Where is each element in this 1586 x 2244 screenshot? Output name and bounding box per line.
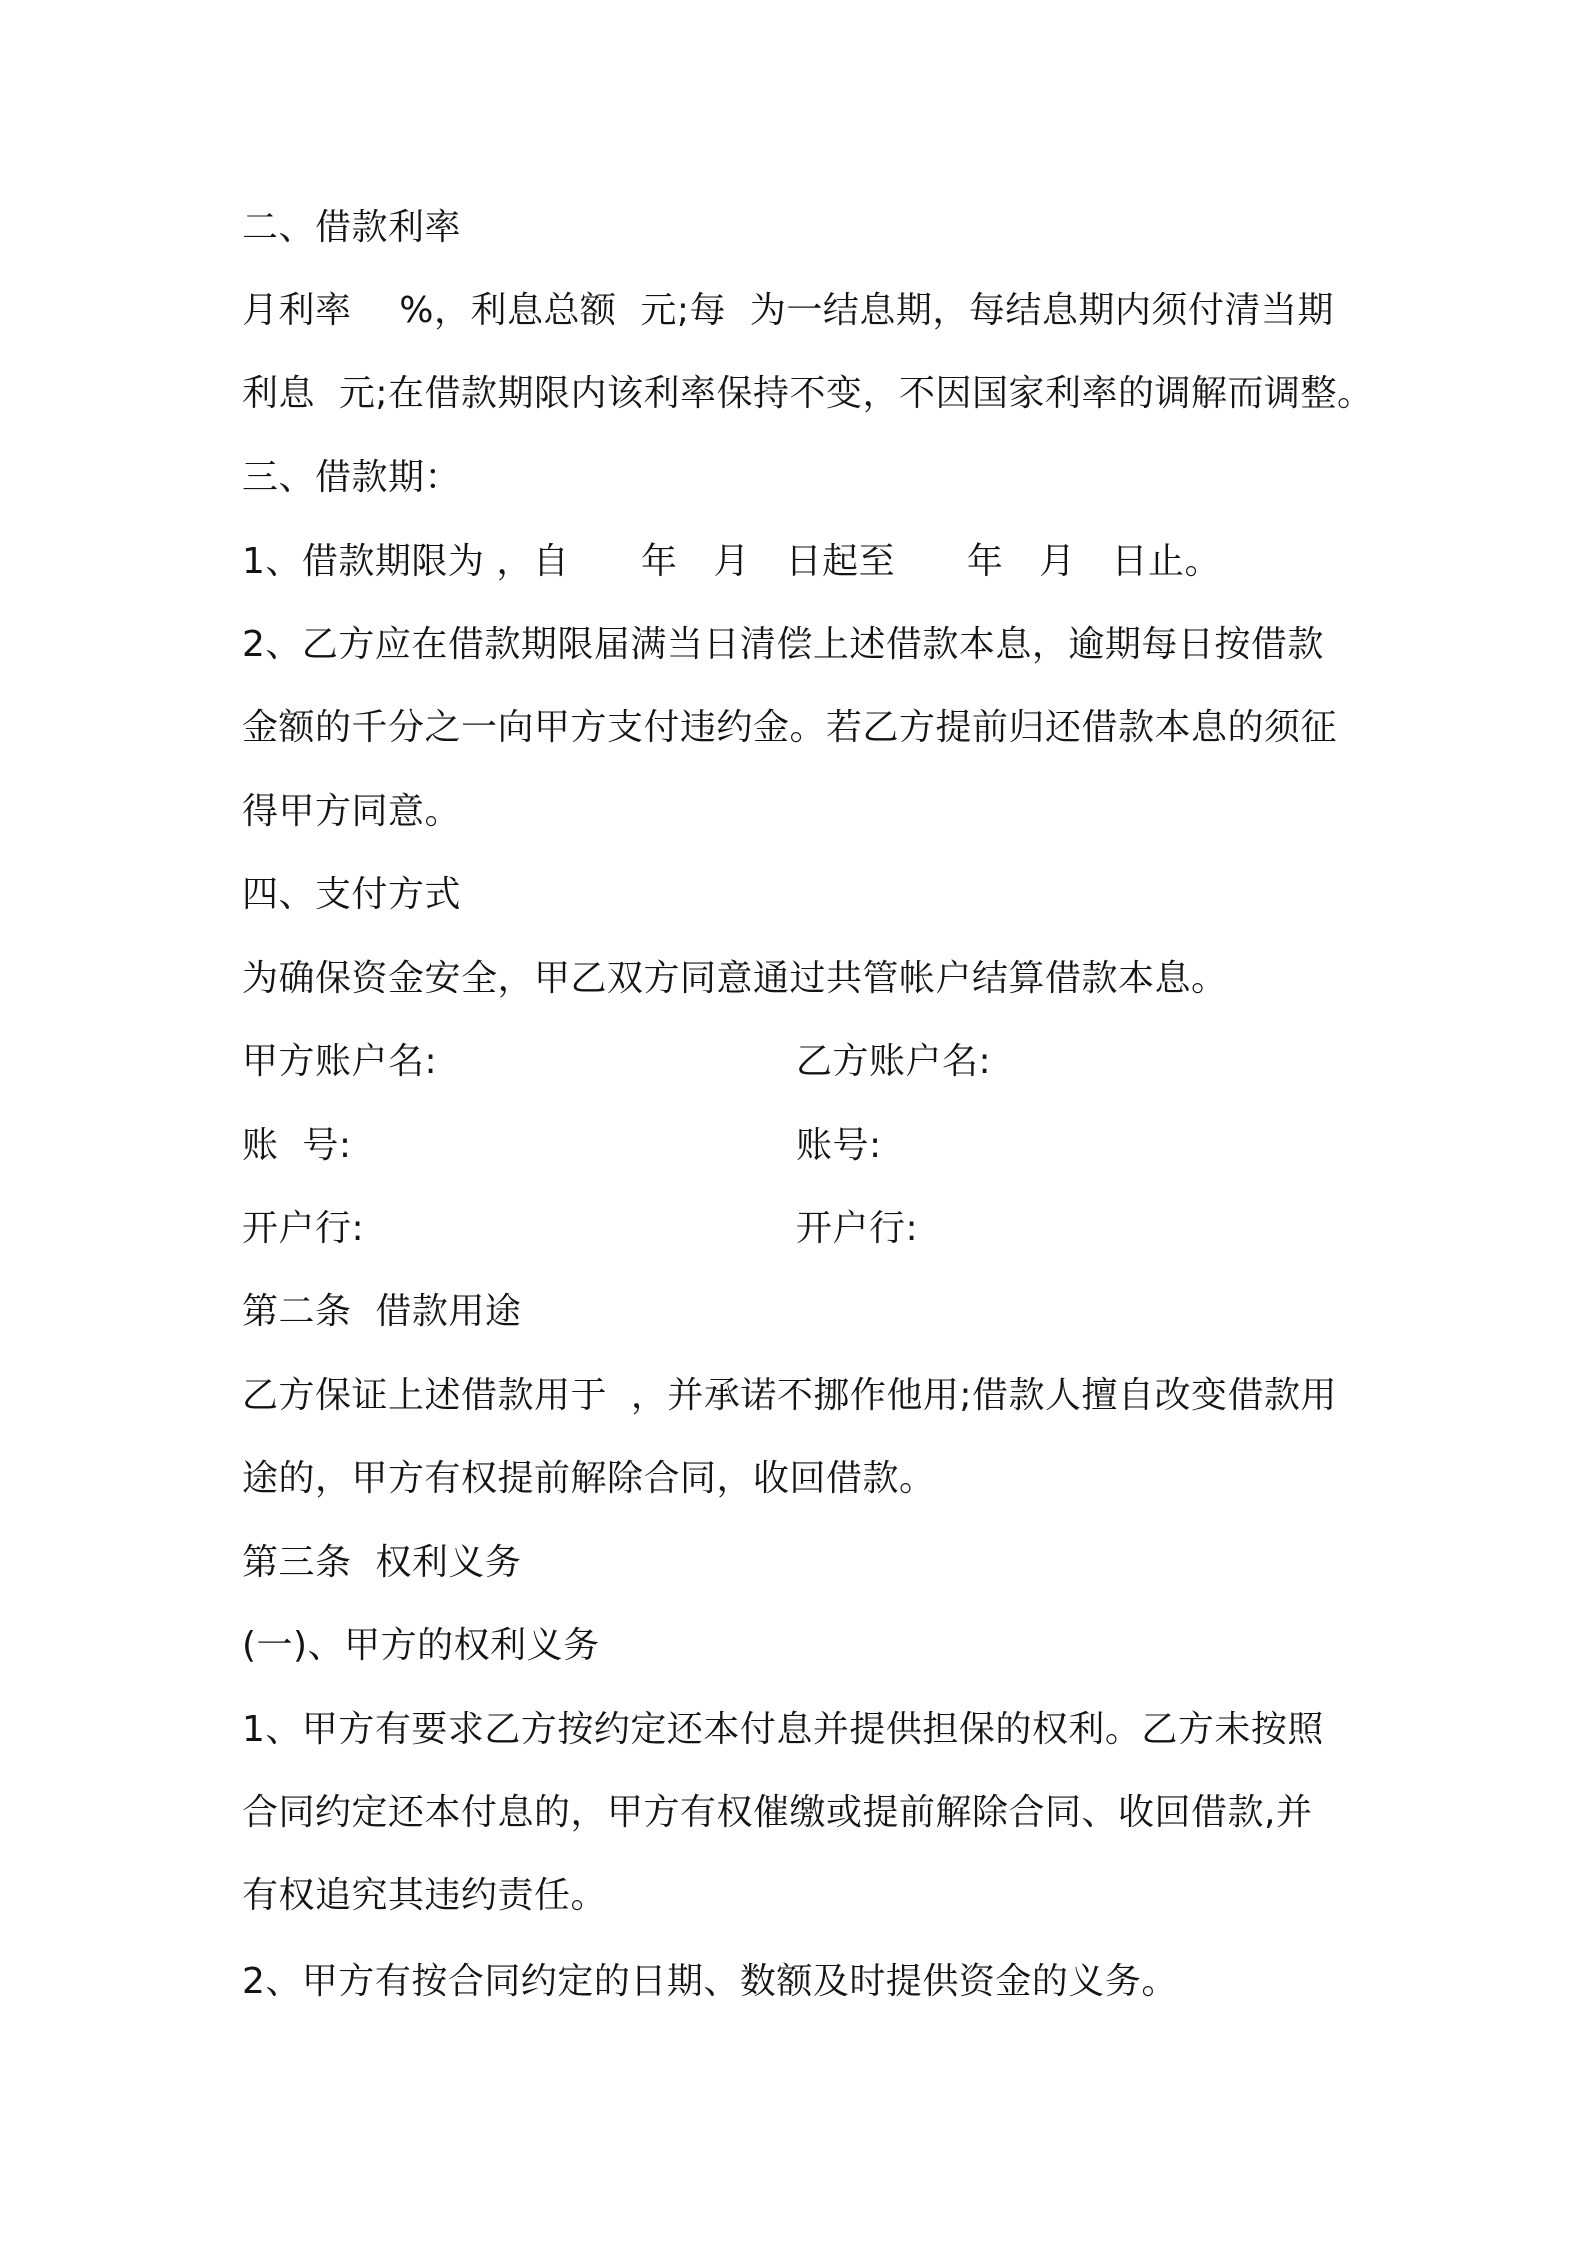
paragraph-line: 利息 元;在借款期限内该利率保持不变，不因国家利率的调解而调整。 — [242, 373, 1374, 414]
paragraph-line: 月利率 %，利息总额 元;每 为一结息期，每结息期内须付清当期 — [242, 290, 1334, 331]
party-b-account-name-label: 乙方账户名: — [796, 1041, 992, 1082]
party-a-bank-label: 开户行: — [242, 1208, 365, 1249]
section-heading-loan-term: 三、借款期： — [242, 457, 462, 498]
article-heading-loan-purpose: 第二条 借款用途 — [242, 1291, 522, 1332]
paragraph-line: 2、甲方有按合同约定的日期、数额及时提供资金的义务。 — [242, 1961, 1178, 2002]
section-heading-payment-method: 四、支付方式 — [242, 874, 462, 915]
paragraph-line: 金额的千分之一向甲方支付违约金。若乙方提前归还借款本息的须征 — [242, 707, 1338, 748]
article-heading-rights-obligations: 第三条 权利义务 — [242, 1542, 522, 1583]
paragraph-line: 1、借款期限为 ，自 年 月 日起至 年 月 日止。 — [242, 541, 1221, 582]
party-a-account-number-label: 账 号: — [242, 1125, 352, 1166]
paragraph-line: 途的，甲方有权提前解除合同，收回借款。 — [242, 1458, 936, 1499]
party-a-account-name-label: 甲方账户名: — [242, 1041, 438, 1082]
party-b-bank-label: 开户行: — [796, 1208, 919, 1249]
paragraph-line: 乙方保证上述借款用于 ，并承诺不挪作他用;借款人擅自改变借款用 — [242, 1375, 1338, 1416]
section-heading-interest-rate: 二、借款利率 — [242, 207, 462, 248]
paragraph-line: 得甲方同意。 — [242, 791, 462, 832]
paragraph-line: 1、甲方有要求乙方按约定还本付息并提供担保的权利。乙方未按照 — [242, 1709, 1324, 1750]
paragraph-line: 有权追究其违约责任。 — [242, 1875, 608, 1916]
subsection-heading: (一)、甲方的权利义务 — [242, 1625, 600, 1666]
paragraph-line: 为确保资金安全，甲乙双方同意通过共管帐户结算借款本息。 — [242, 958, 1228, 999]
party-b-account-number-label: 账号: — [796, 1125, 882, 1166]
paragraph-line: 2、乙方应在借款期限届满当日清偿上述借款本息，逾期每日按借款 — [242, 624, 1324, 665]
paragraph-line: 合同约定还本付息的，甲方有权催缴或提前解除合同、收回借款,并 — [242, 1792, 1313, 1833]
